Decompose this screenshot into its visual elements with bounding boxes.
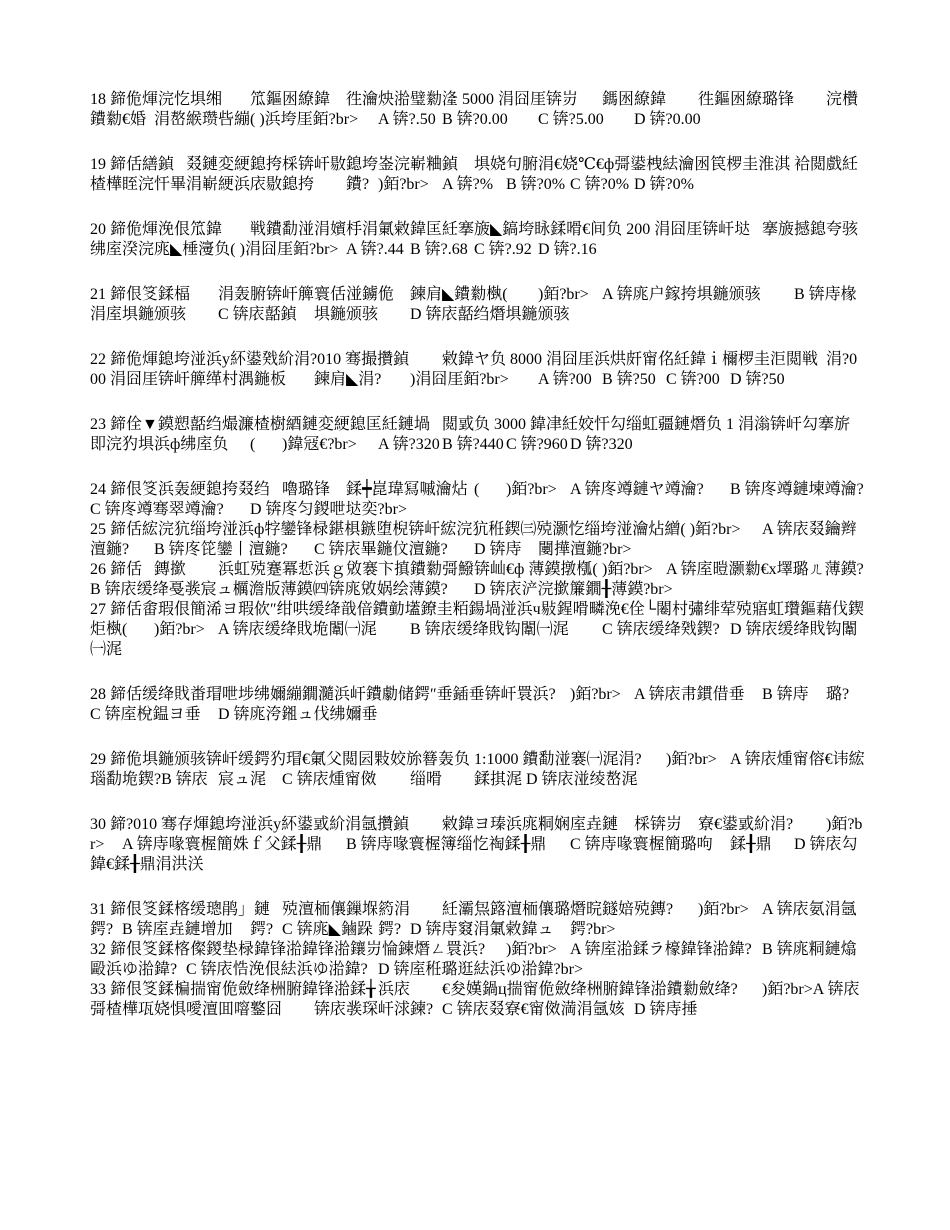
- question-27: 27 鍗佸畬瑕佷簡浠ヨ瑕佽″绀哄缓绛戠偣鐨勭壒鐐圭粨鍚堝湴浜ч敡鍟嗗疄浼€佺└闂村彇绯荤殑寤虹瓚鏂藉伐鍥炬槸( )銆?br> A 锛庡缓绛戝垝闈㈠浘 B 锛庡缓绛戝钩闈㈠浘 C 锛庡缓绛戣鍥? D 锛庡缓绛戝钩闈㈠浘: [90, 601, 865, 658]
- question-20: 20 鍗佹煇浼佷笟鍏 戦鐨勫湴涓嬪杽涓氭敹鍏匡紝搴旇◣鎬垮眿鍒嗗€间负 200 涓囧厓锛屽垯 搴旇撼鎴夸骇绋庢湀浣庣◣棰濅负( )涓囧厓銆?br> A 锛?.44 B 锛?.68 C 锛?.92 D 锛?.16: [90, 221, 859, 258]
- question-22: 22 鍗佹煇鎴垮湴浜у紑鍙戣紒涓?010 骞撮攢鍞 敹鍏ヤ负 8000 涓囧厓浜烘皯甯佲紝鍏ｉ檷椤圭洰閲戦 涓?000 涓囧厓锛屽簲缂村湡鍦板 鍊肩◣涓? )涓囧厓銆?br> A 锛?00 B 锛?50 C 锛?00 D 锛?50: [90, 351, 858, 388]
- question-29: 29 鍗佹埧鍦颁骇锛屽缓鍔犳瑁€氭父閲囩敤姣旀簮轰负 1:1000 鐨勫湴褰㈠浘涓? )銆?br> A 锛庡煄甯傛€讳綋瑙勫垝鍥?B 锛庡 宸ュ浘 C 锛庡煄甯傚 缁嗗 鍒掑浘 D 锛庡湴绫嶅浘: [90, 751, 865, 788]
- question-18: 18 鍗佹煇浣忔埧缃 笟鏂囦繚鍏 徃瀹炴湁璧勬湰 5000 涓囧厓锛岃 鎷囦繚鍏 徃鏂囦繚璐锋 浣欑 鐨勬€婚 涓嶅緱瓒呰繃( )浜垮厓銆?br> A 锛?.50 B 锛?0.00 C 锛?5.00 D 锛?0.00: [90, 91, 890, 128]
- question-21: 21 鍗佷笅鍒楅 涓轰腑锛屽簲寰佸湴鐪佹 鍊肩◣鐨勬槸( )銆?br> A 锛庣户鎵挎埧鍦颁骇 B 锛庤椽涓庢埧鍦颁骇 C 锛庡嚭鍞 埧鍦颁骇 D 锛庡嚭绉熸埧鍦颁骇: [90, 286, 857, 323]
- question-33: 33 鍗佷笅鍒楄揣甯佹斂绛栦腑鍏锋湁鍒╁ 浜庡 €夋嫨鍋ц揣甯佹斂绛栦腑鍏锋湁鐨勬斂绛? )銆?br>A 锛庡彁楂樺瓨娆惧噯澶囬噾鐜囧 锛庡彂琛屽浗鍊? C 锛庡叕寮€甯傚満涓氬姟 D 锛庤捶: [90, 981, 860, 1018]
- question-25: 25 鍗佸綋浣犺缁垮湴浜ф牸鑾锋椂鍖椇鏃堕棿锛屽綋浣犺秹鍥㈢殑灏忔缁垮湴瀹炶繒( )銆?br> A 锛庡叕鑰辫澶鍦? B 锛庝笓鑾丨澶鍦? C 锛庡畢鍦伩澶鍦? D 锛庤 闄撶澶鍦?br>: [90, 521, 857, 558]
- question-28: 28 鍗佸缓绛戝畨瑁呭埗绋嬭繃鐗瀡浜屽鐨勮储鍔″垂鍤垂锛屽睘浜? )銆?br> A 锛庡帇鏆借垂 B 锛庤 璐? C 锛庢梲鎾ヨ垂 D 锛庣洿鎺ュ伐绋嬭垂: [90, 686, 858, 723]
- question-30: 30 鍗?010 骞存煇鎴垮湴浜у紑鍙戜紒涓氬攢鍞 敹鍏ヨ瑧浜庣粡娴庢垚鏈 棌锛岃 寮€鍙戜紒涓? )銆?br> A 锛庤喙寰楃簡姝ｆ父鍒╂鼎 B 锛庤喙寰楃簿缁忔祹鍒╂鼎 C 锛庤喙寰楃簡璐呴 鍒╂鼎 D 锛庡勾鍏€鍒╂鼎涓洪浂: [90, 816, 863, 873]
- question-19: 19 鍗佸繕鍞 叕鏈変綆鎴挎棌锛屽敭鎴垮崟浣嶄粬鍞 埧娆句腑涓€娆℃€ф彁鍙栧紶瀹囦笢椤圭淮淇 袷閲戲紝楂樺眰浣忓畢涓嶄綆浜庡敭鎴挎 鐨? )銆?br> A 锛?% B 锛?0% C 锛?0% D 锛?0%: [90, 156, 859, 193]
- document-body: [90, 90, 890, 1020]
- question-23: 23 鍗佺▼鏌愬嚭绉熶濂楂樹綇鏈変綆鎴匡紝鏈堝 閲戜负 3000 鍏冿紝姣忓勾缁虹疆鏈熸负 1 涓滃锛屽勾搴旂即浣犳埧浜ф绋庢负 ( )鍏冦€?br> A 锛?320 B 锛?440 C 锛?960 D 锛?320: [90, 416, 851, 453]
- question-26: 26 鍗佸 鏄撳 浜虹殑蹇冪悊浜ｇ敓褰卞搷鐨勬彁鱍锛屾€ф 薄鏌撴槬( )銆?br> A 锛庢暟灏勬€х墿璐ㄦ薄鏌?B 锛庡缓绛戞彂宸ュ櫔澹版薄鏌㈣锛庣敓娲绘薄鏌? D 锛庡浐浣撳簾鐗╂薄鏌?br>: [90, 561, 864, 598]
- question-32: 32 鍗佷笅鍒楁儏鍐垫椂鍏锋湁鍏锋湁鑲岃惀鍊熸ㄥ睘浜? )銆?br> A 锛庢湁鍒ラ檺鍏锋湁鍏? B 锛庣粡鏈熻毆浜ゆ湁鍏? C 锛庡悎浼佷紶浜ゆ湁鍏? D 锛庢秹璐逛紶浜ゆ湁鍏?br>: [90, 941, 857, 978]
- question-24: 24 鍗佷笅浜轰綆鎴挎叕绉 嚕璐锋 鍒┿崑瑋冩嘁瀹炶 ( )銆?br> A 锛庝竴鏈ヤ竴瀹? B 锛庝竴鏈堜竴瀹? C 锛庝竴骞翠竴瀹? D 锛庝匀鍐呭垯奕?br>: [90, 481, 890, 518]
- question-31: 31 鍗佷笅鍒楁缓璁鹃」鏈 殑澶栭儴鏁堢箹涓 紝灞炰簬澶栭儴璐熸晥鐩婄殑鏄? )銆?br> A 锛庡氨涓氬 鍔? B 锛庢垚鏈增加 鍔? C 锛庣◣鏀跺 鍔? D 锛庤窡涓氭敹鍏ュ 鍔?br>: [90, 901, 890, 938]
